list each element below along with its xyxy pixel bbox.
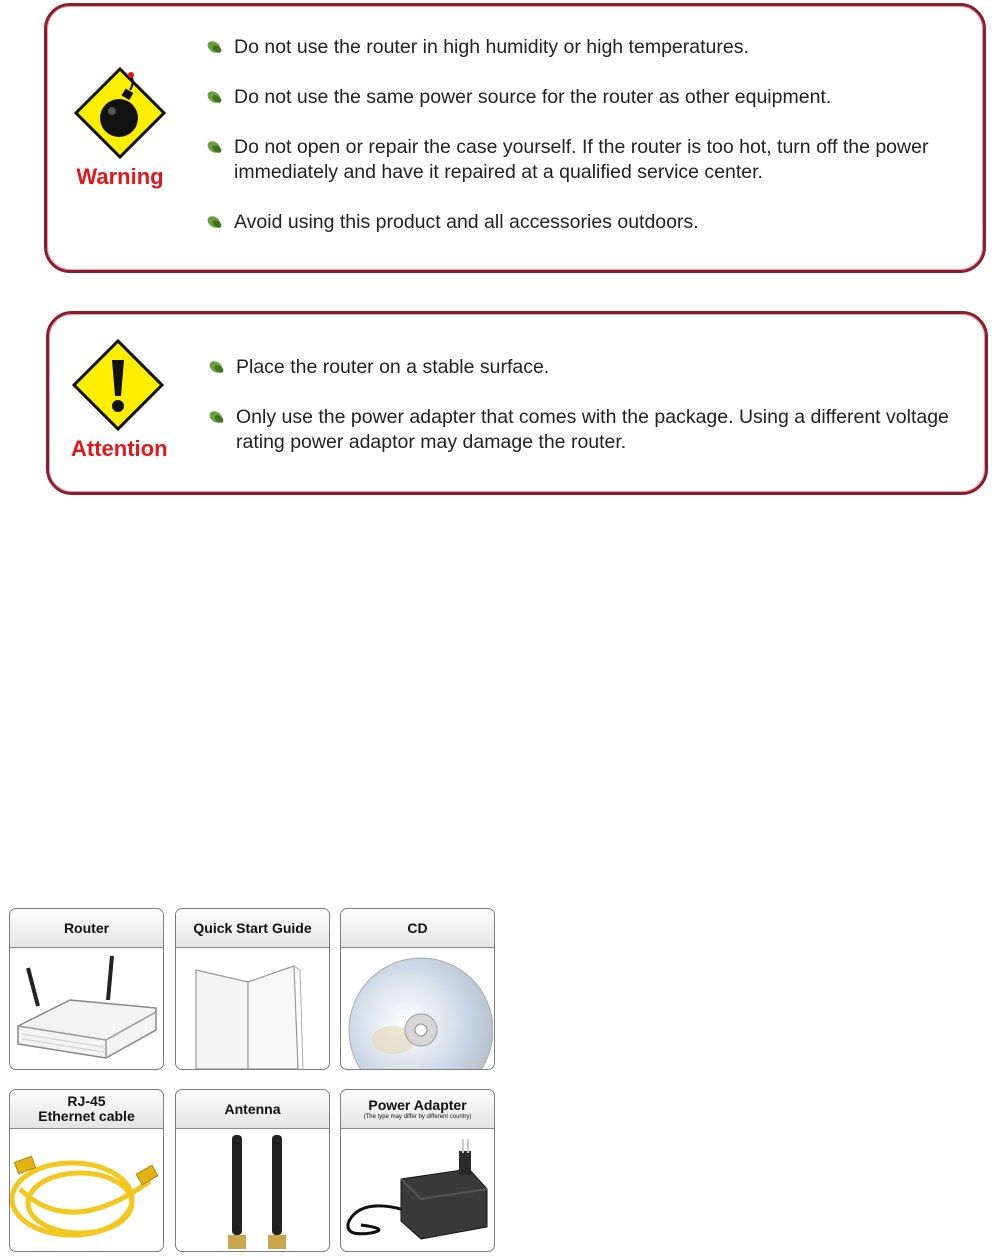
- bomb-sign-icon: [73, 66, 167, 160]
- package-item-label: Router: [10, 909, 163, 948]
- leaf-bullet-icon: [205, 89, 225, 105]
- leaf-bullet-icon: [207, 359, 227, 375]
- leaf-bullet-icon: [205, 39, 225, 55]
- cable-label-line1: RJ-45: [67, 1093, 106, 1109]
- list-item: [203, 210, 963, 235]
- package-item-label: CD: [341, 909, 494, 948]
- antenna-icon: [176, 1129, 328, 1251]
- leaf-bullet-icon: [205, 214, 225, 230]
- warning-item-text: Do not open or repair the case yourself. If the router is too hot, turn off the power immediately and have it repaired at a qualified service center.: [234, 136, 929, 183]
- package-item-guide: [175, 908, 330, 1070]
- list-item: [205, 405, 965, 455]
- warning-item-text: Avoid using this product and all accessories outdoors.: [234, 211, 699, 233]
- list-item: [205, 355, 965, 380]
- warning-list: [203, 35, 963, 260]
- list-item: [203, 85, 963, 110]
- package-item-label: [341, 1090, 494, 1129]
- leaf-bullet-icon: [207, 409, 227, 425]
- package-contents: [9, 908, 497, 1252]
- attention-box: [46, 311, 988, 495]
- warning-box: [44, 3, 986, 273]
- package-item-cable: [9, 1089, 164, 1252]
- power-adapter-icon: [341, 1129, 493, 1251]
- package-item-label: [10, 1090, 163, 1129]
- leaf-bullet-icon: [205, 139, 225, 155]
- warning-item-text: Do not use the router in high humidity or high temperatures.: [234, 36, 749, 58]
- warning-sign: [73, 66, 167, 190]
- attention-label: Attention: [71, 436, 168, 461]
- ethernet-cable-icon: [10, 1129, 162, 1251]
- package-item-cd: [340, 908, 495, 1070]
- exclamation-sign-icon: [71, 338, 165, 432]
- package-item-adapter: [340, 1089, 495, 1252]
- cable-label-line2: Ethernet cable: [38, 1108, 135, 1124]
- router-icon: [10, 948, 162, 1069]
- attention-sign: [71, 338, 168, 462]
- attention-item-text: Only use the power adapter that comes with the package. Using a different voltage rating power adaptor may damage the router.: [236, 406, 949, 453]
- package-item-antenna: [175, 1089, 330, 1252]
- list-item: [203, 135, 963, 185]
- quick-start-guide-icon: [176, 948, 328, 1069]
- cd-icon: [341, 948, 493, 1069]
- package-item-label: Antenna: [176, 1090, 329, 1129]
- warning-item-text: Do not use the same power source for the router as other equipment.: [234, 86, 832, 108]
- adapter-note: (The type may differ by different country): [363, 1113, 472, 1120]
- package-item-router: [9, 908, 164, 1070]
- adapter-label: Power Adapter: [368, 1096, 467, 1113]
- warning-label: Warning: [76, 164, 164, 189]
- package-item-label: Quick Start Guide: [176, 909, 329, 948]
- attention-list: [205, 355, 965, 480]
- attention-item-text: Place the router on a stable surface.: [236, 356, 550, 378]
- list-item: [203, 35, 963, 60]
